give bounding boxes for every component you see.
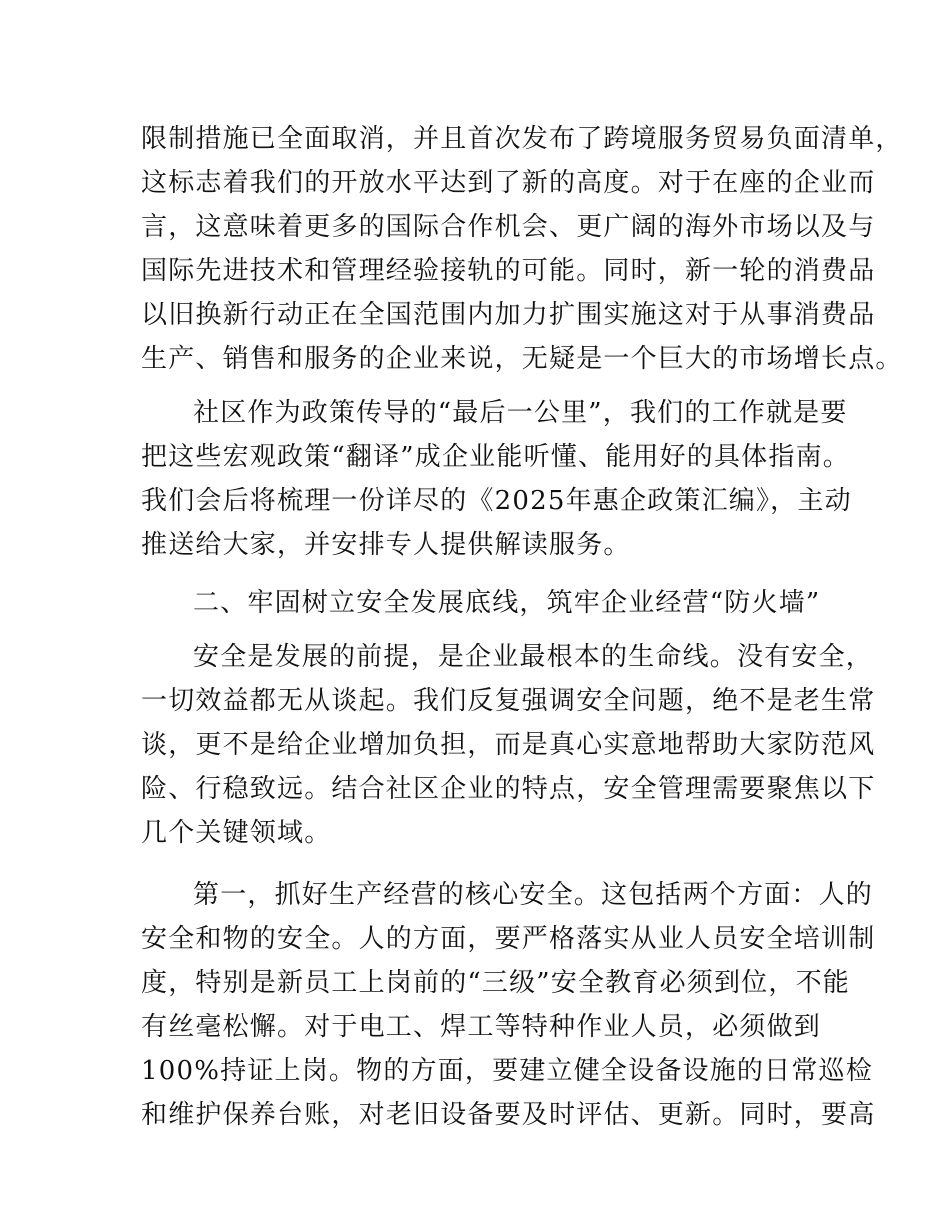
text-line: 安全是发展的前提，是企业最根本的生命线。没有安全， (193, 642, 874, 672)
text-line: 以旧换新行动正在全国范围内加力扩围实施这对于从事消费品 (141, 300, 876, 330)
text-line: 谈，更不是给企业增加负担，而是真心实意地帮助大家防范风 (141, 730, 876, 760)
text-line: 国际先进技术和管理经验接轨的可能。同时，新一轮的消费品 (141, 256, 876, 286)
text-line: 一切效益都无从谈起。我们反复强调安全问题，绝不是老生常 (141, 686, 876, 716)
paragraph-3 (141, 635, 876, 855)
text-line: 和维护保养台账，对老旧设备要及时评估、更新。同时，要高 (141, 1100, 876, 1130)
text-line: 100%持证上岗。物的方面，要建立健全设备设施的日常巡检 (141, 1056, 873, 1086)
text-line: 第一，抓好生产经营的核心安全。这包括两个方面：人的 (193, 880, 874, 910)
text-line: 我们会后将梳理一份详尽的《2025年惠企政策汇编》，主动 (141, 486, 852, 516)
text-line: 险、行稳致远。结合社区企业的特点，安全管理需要聚焦以下 (141, 774, 876, 804)
paragraph-1 (141, 117, 903, 381)
text-line: 社区作为政策传导的“最后一公里”，我们的工作就是要 (193, 398, 848, 428)
text-line: 推送给大家，并安排专人提供解读服务。 (141, 530, 631, 560)
text-line: 限制措施已全面取消，并且首次发布了跨境服务贸易负面清单， (141, 124, 903, 154)
section-heading-text: 二、牢固树立安全发展底线，筑牢企业经营“防火墙” (193, 588, 821, 618)
text-line: 把这些宏观政策“翻译”成企业能听懂、能用好的具体指南。 (141, 442, 850, 472)
document-body (141, 117, 903, 1137)
text-line: 有丝毫松懈。对于电工、焊工等特种作业人员，必须做到 (141, 1012, 822, 1042)
text-line: 这标志着我们的开放水平达到了新的高度。对于在座的企业而 (141, 168, 876, 198)
paragraph-4 (141, 873, 876, 1137)
text-line: 言，这意味着更多的国际合作机会、更广阔的海外市场以及与 (141, 212, 876, 242)
section-heading (141, 581, 821, 625)
text-line: 生产、销售和服务的企业来说，无疑是一个巨大的市场增长点。 (141, 344, 903, 374)
text-line: 度，特别是新员工上岗前的“三级”安全教育必须到位，不能 (141, 968, 850, 998)
text-line: 几个关键领域。 (141, 818, 332, 848)
paragraph-2 (141, 391, 852, 567)
text-line: 安全和物的安全。人的方面，要严格落实从业人员安全培训制 (141, 924, 876, 954)
